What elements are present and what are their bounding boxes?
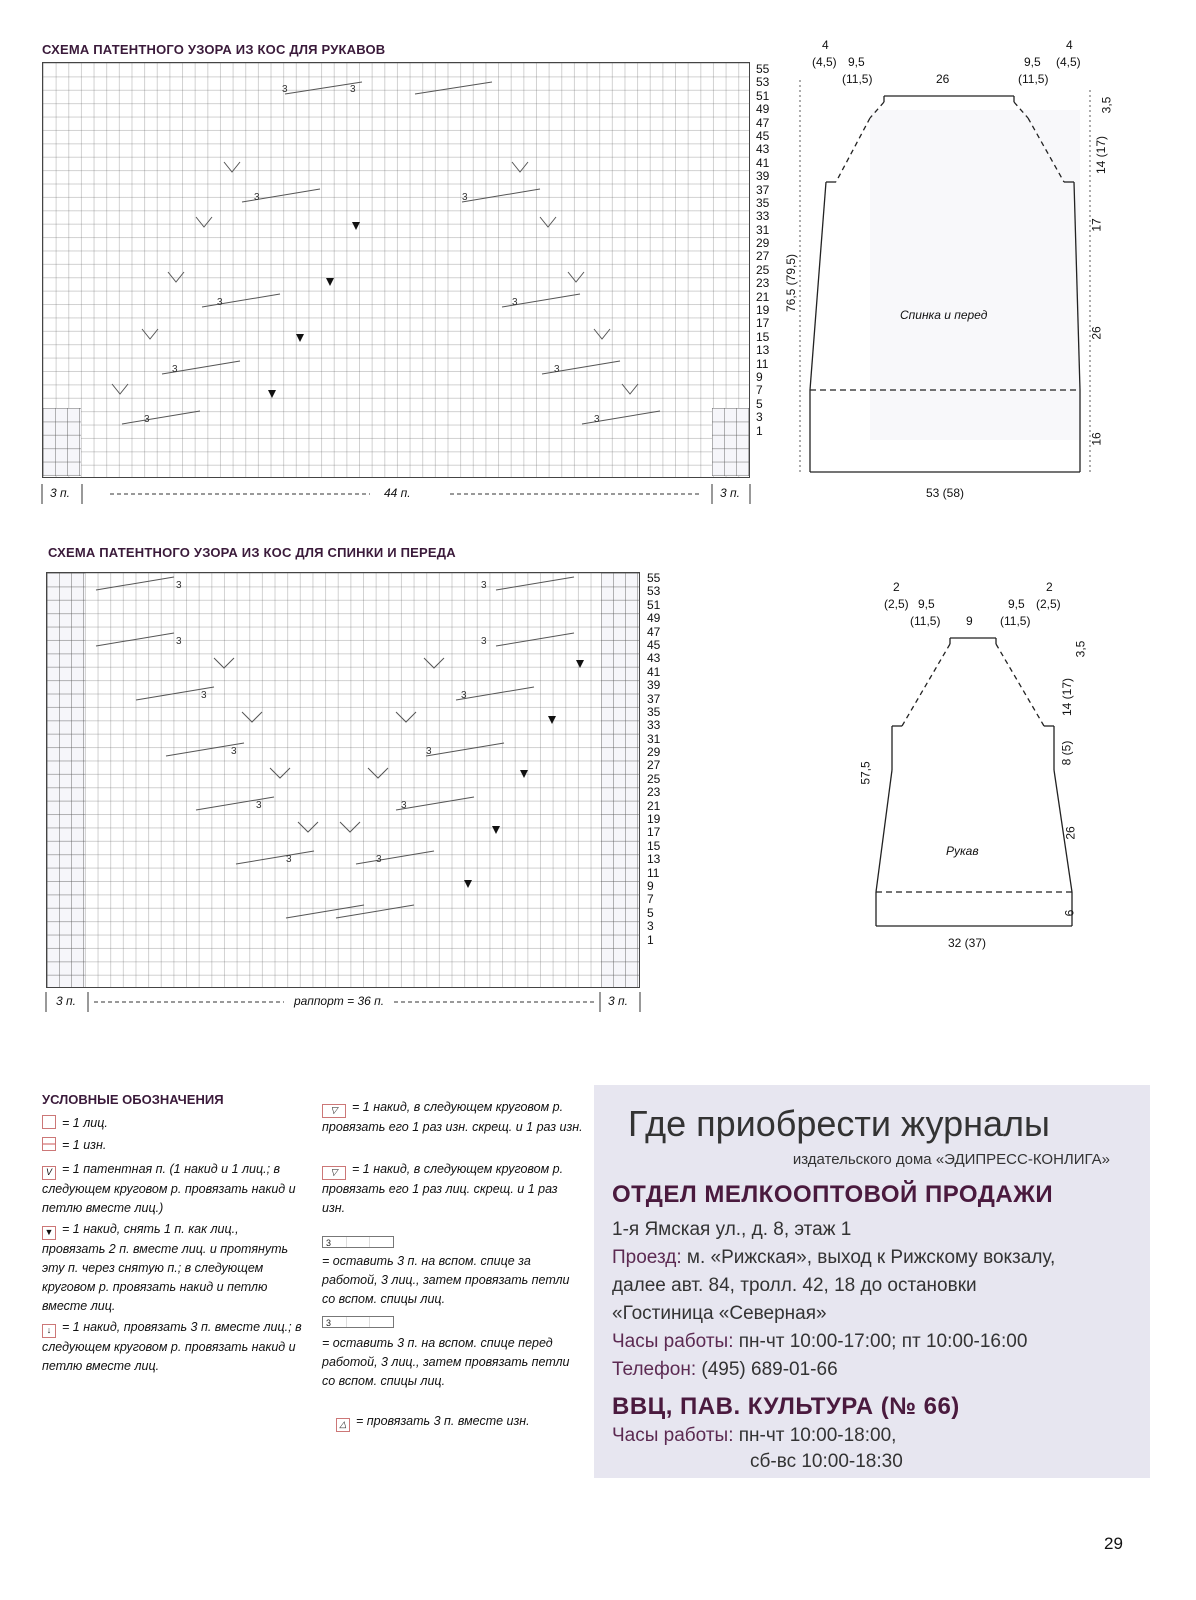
sleeve-dim-straight: 8 (5) <box>1059 740 1074 766</box>
svg-text:3: 3 <box>231 746 237 757</box>
back-dim-neck-depth: 3,5 <box>1099 96 1114 114</box>
sleeve-left-height: 57,5 <box>858 761 873 785</box>
sleeve-chart-left-stitches: 3 п. <box>50 486 70 500</box>
svg-text:3: 3 <box>401 800 407 811</box>
sleeve-schematic <box>860 620 1120 940</box>
body-chart-right-stitches: 3 п. <box>608 994 628 1008</box>
svg-text:3: 3 <box>286 854 292 865</box>
sleeve-top-left-d: (11,5) <box>910 614 941 628</box>
legend-patent-stitch: V = 1 патентная п. (1 накид и 1 лиц.; в следующем круговом р. провязать накид и петлю вместе лиц.) <box>42 1162 296 1215</box>
legend-knit: = 1 лиц. <box>42 1114 302 1133</box>
sleeve-top-left-b: (2,5) <box>884 597 909 611</box>
down-arrow-icon: ↓ <box>42 1324 56 1338</box>
back-top-right-d: (11,5) <box>1018 72 1049 86</box>
legend-title: УСЛОВНЫЕ ОБОЗНАЧЕНИЯ <box>42 1092 224 1107</box>
sleeve-piece-label: Рукав <box>946 844 979 858</box>
store-hours: Часы работы: пн-чт 10:00-17:00; пт 10:00-16:00 <box>612 1331 1028 1352</box>
legend-yo-purl-twisted: ▽ = 1 накид, в следующем круговом р. провязать его 1 раз изн. скрещ. и 1 раз изн. <box>322 1100 583 1134</box>
back-dim-middle: 26 <box>1089 326 1104 340</box>
cable-front-symbol-icon: 3 <box>322 1316 394 1328</box>
sleeve-bottom-width: 32 (37) <box>948 936 987 950</box>
page-number: 29 <box>1104 1534 1123 1553</box>
svg-text:3: 3 <box>481 636 487 647</box>
store-vvc-title: ВВЦ, ПАВ. КУЛЬТУРА (№ 66) <box>612 1393 960 1420</box>
hours-label: Часы работы: <box>612 1331 734 1352</box>
patent-stitch-icon: V <box>42 1166 56 1180</box>
svg-text:3: 3 <box>282 84 288 95</box>
back-top-width: 26 <box>936 72 950 86</box>
sleeve-chart-title: СХЕМА ПАТЕНТНОГО УЗОРА ИЗ КОС ДЛЯ РУКАВОВ <box>42 42 386 57</box>
svg-text:3: 3 <box>554 364 560 375</box>
svg-text:3: 3 <box>144 414 150 425</box>
store-heading: Где приобрести журналы <box>628 1103 1050 1144</box>
sleeve-top-left-c: 9,5 <box>918 597 935 611</box>
store-vvc-hours-2: сб-вс 10:00-18:30 <box>750 1451 903 1472</box>
back-top-right-a: 4 <box>1066 38 1073 52</box>
legend-yo-k3tog: ↓ = 1 накид, провязать 3 п. вместе лиц.; в следующем круговом р. провязать накид и петлю вместе лиц. <box>42 1320 302 1373</box>
vvc-hours-label: Часы работы: <box>612 1425 734 1446</box>
legend-cable-back: = оставить 3 п. на вспом. спице за работой, 3 лиц., затем провязать петли со вспом. спицы лиц. <box>322 1254 570 1306</box>
back-top-left-a: 4 <box>822 38 829 52</box>
legend-cable-front: = оставить 3 п. на вспом. спице перед работой, 3 лиц., затем провязать петли со вспом. спицы лиц. <box>322 1336 570 1388</box>
yo-knit-symbol-icon: ▽ <box>322 1166 346 1180</box>
back-front-piece-label: Спинка и перед <box>900 308 988 322</box>
back-left-height: 76,5 (79,5) <box>784 253 799 313</box>
yo-purl-symbol-icon: ▽ <box>322 1104 346 1118</box>
store-info-box <box>594 1085 1150 1478</box>
sleeve-dim-cap-top: 3,5 <box>1073 640 1088 658</box>
back-top-left-b: (4,5) <box>812 55 837 69</box>
route-label: Проезд: <box>612 1247 682 1268</box>
legend-yo-knit-twisted: ▽ = 1 накид, в следующем круговом р. провязать его 1 раз лиц. скрещ. и 1 раз изн. <box>322 1162 564 1215</box>
back-dim-armhole: 14 (17) <box>1094 135 1109 175</box>
back-bottom-width: 53 (58) <box>926 486 965 500</box>
svg-text:3: 3 <box>426 746 432 757</box>
sleeve-chart-row-numbers: 55 53 51 49 47 45 43 41 39 37 35 33 31 29 27 25 23 21 19 17 15 13 11 9 7 5 3 1 <box>756 62 770 438</box>
svg-text:3: 3 <box>256 800 262 811</box>
svg-text:3: 3 <box>201 690 207 701</box>
body-chart-row-numbers: 55 53 51 49 47 45 43 41 39 37 35 33 31 29 27 25 23 21 19 17 15 13 11 9 7 5 3 1 <box>647 571 661 947</box>
sleeve-chart-middle-stitches: 44 п. <box>384 486 411 500</box>
svg-text:3: 3 <box>376 854 382 865</box>
svg-text:3: 3 <box>512 297 518 308</box>
svg-text:3: 3 <box>461 690 467 701</box>
legend-p3tog: △ = провязать 3 п. вместе изн. <box>336 1412 598 1432</box>
svg-text:3: 3 <box>481 580 487 591</box>
svg-text:3: 3 <box>176 636 182 647</box>
back-top-right-c: 9,5 <box>1024 55 1041 69</box>
up-triangle-icon: △ <box>336 1418 350 1432</box>
sleeve-top-right-c: 9,5 <box>1008 597 1025 611</box>
legend-yo-slip-decrease: ▼ = 1 накид, снять 1 п. как лиц., провязать 2 п. вместе лиц. и протянуть эту п. через снятую п.; в следующем круговом р. провязать накид и петлю вместе лиц. <box>42 1222 289 1313</box>
sleeve-dim-cuff: 6 <box>1062 909 1077 917</box>
sleeve-top-right-d: (11,5) <box>1000 614 1031 628</box>
body-chart-cables <box>46 572 640 988</box>
svg-text:3: 3 <box>217 297 223 308</box>
store-route-line-2: далее авт. 84, тролл. 42, 18 до остановки <box>612 1275 977 1296</box>
store-phone: Телефон: (495) 689-01-66 <box>612 1359 838 1380</box>
back-dim-upper: 17 <box>1089 218 1104 232</box>
sleeve-top-right-b: (2,5) <box>1036 597 1061 611</box>
sleeve-top-right-a: 2 <box>1046 580 1053 594</box>
back-top-left-d: (11,5) <box>842 72 873 86</box>
sleeve-top-left-a: 2 <box>893 580 900 594</box>
store-subheading: издательского дома «ЭДИПРЕСС-КОНЛИГА» <box>792 1151 1110 1168</box>
svg-text:3: 3 <box>350 84 356 95</box>
sleeve-top-width: 9 <box>966 614 973 628</box>
knit-symbol-icon <box>42 1115 56 1129</box>
down-triangle-icon: ▼ <box>42 1226 56 1240</box>
store-vvc-hours-1: Часы работы: пн-чт 10:00-18:00, <box>612 1425 897 1446</box>
back-front-schematic <box>780 40 1120 510</box>
back-dim-rib: 16 <box>1089 432 1104 446</box>
purl-symbol-icon <box>42 1137 56 1151</box>
back-top-left-c: 9,5 <box>848 55 865 69</box>
sleeve-chart-right-stitches: 3 п. <box>720 486 740 500</box>
body-chart-left-stitches: 3 п. <box>56 994 76 1008</box>
svg-text:3: 3 <box>176 580 182 591</box>
svg-text:3: 3 <box>254 192 260 203</box>
svg-text:3: 3 <box>462 192 468 203</box>
store-route-line-3: «Гостиница «Северная» <box>612 1303 827 1324</box>
store-route-line-1: Проезд: м. «Рижская», выход к Рижскому вокзалу, <box>612 1247 1056 1268</box>
svg-text:3: 3 <box>594 414 600 425</box>
sleeve-chart-cables <box>42 62 750 478</box>
back-top-right-b: (4,5) <box>1056 55 1081 69</box>
svg-text:3: 3 <box>172 364 178 375</box>
body-chart-repeat-label: раппорт = 36 п. <box>294 994 385 1008</box>
sleeve-dim-taper: 26 <box>1063 826 1078 840</box>
body-chart-title: СХЕМА ПАТЕНТНОГО УЗОРА ИЗ КОС ДЛЯ СПИНКИ И ПЕРЕДА <box>48 545 456 560</box>
store-address: 1-я Ямская ул., д. 8, этаж 1 <box>612 1219 852 1240</box>
sleeve-dim-cap: 14 (17) <box>1060 677 1075 717</box>
legend-purl: = 1 изн. <box>42 1136 302 1155</box>
cable-back-symbol-icon: 3 <box>322 1236 394 1248</box>
phone-label: Телефон: <box>612 1359 697 1380</box>
store-dept-title: ОТДЕЛ МЕЛКООПТОВОЙ ПРОДАЖИ <box>612 1181 1054 1208</box>
